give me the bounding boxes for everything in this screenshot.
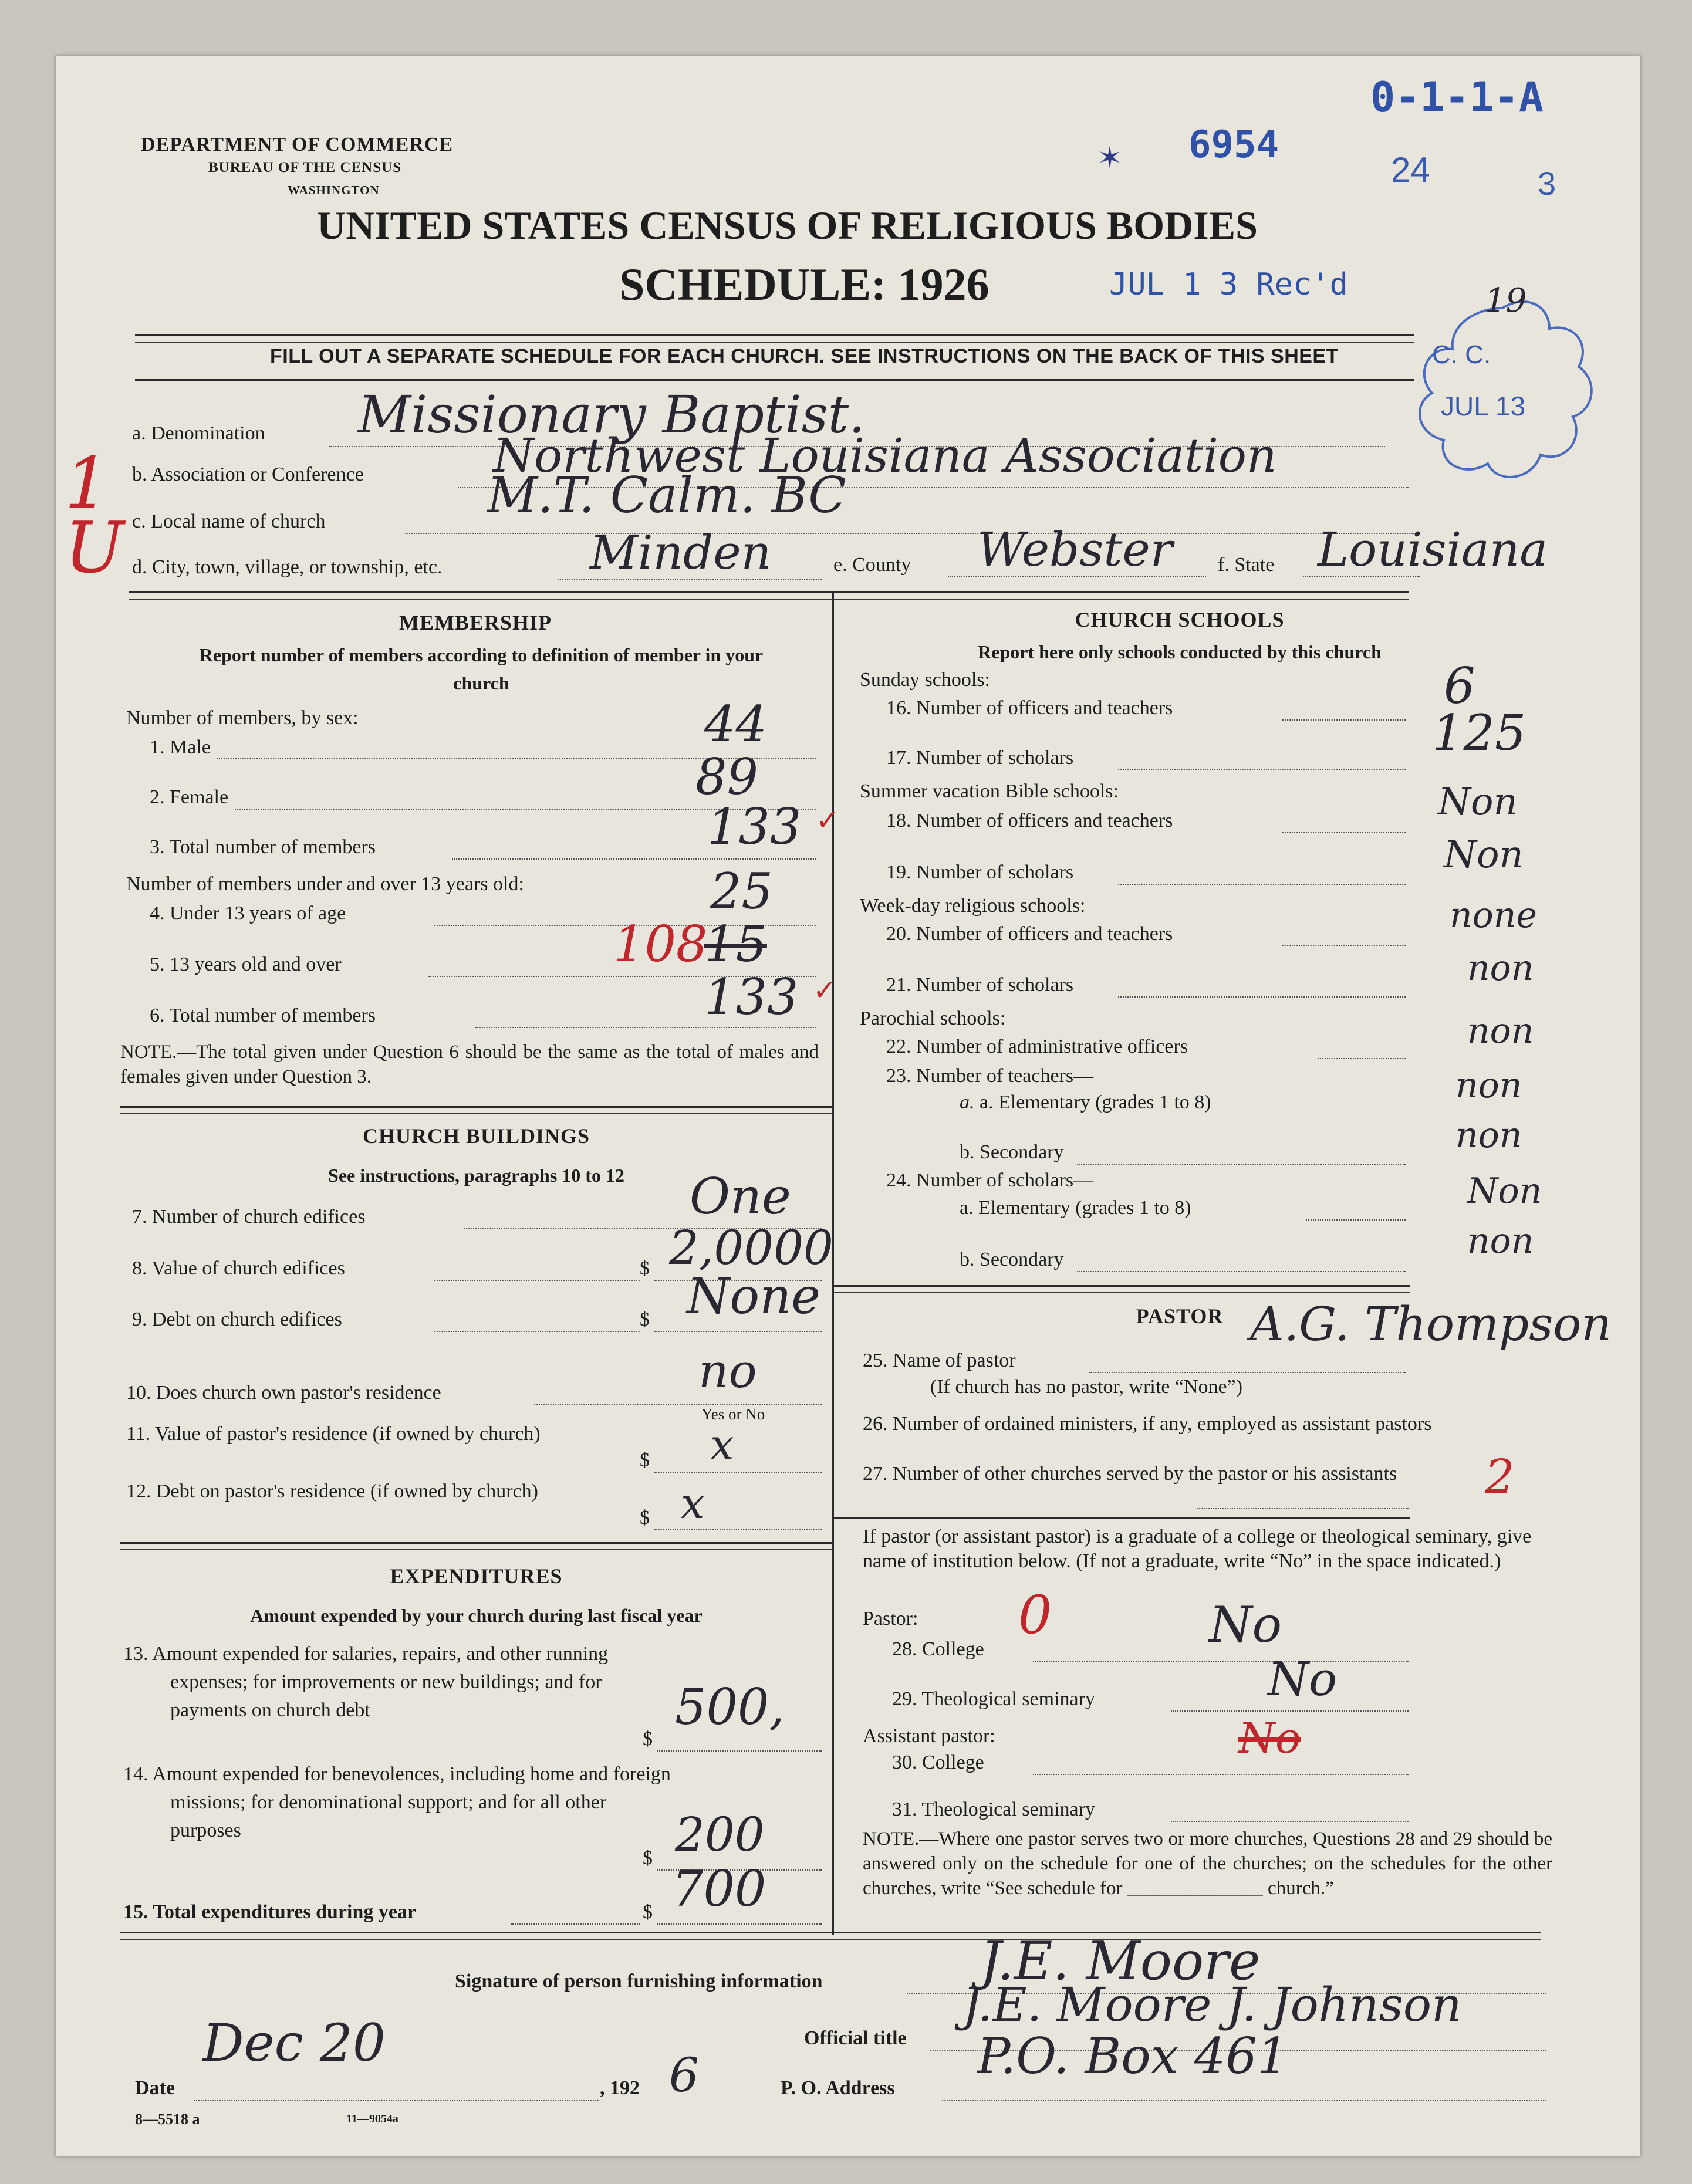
- over-13-struck-value: 15: [704, 915, 767, 973]
- q20-value[interactable]: none: [1450, 895, 1537, 936]
- file-code-stamp: 0-1-1-A: [1370, 73, 1544, 121]
- over-13-label: 5. 13 years old and over: [150, 954, 342, 975]
- membership-note: NOTE.—The total given under Question 6 should be the same as the total of males and females given under Question 3.: [120, 1042, 819, 1087]
- official-title-value[interactable]: J.E. Moore J. Johnson: [962, 1977, 1462, 2032]
- q29-value[interactable]: No: [1268, 1652, 1338, 1706]
- q10-label: 10. Does church own pastor's residence: [126, 1382, 441, 1404]
- q23a-text: a. Elementary (grades 1 to 8): [980, 1091, 1211, 1113]
- q13-label: 13. Amount expended for salaries, repairs, and other running expenses; for improvements or new buildings; and for payments on church debt: [123, 1643, 609, 1721]
- denomination-label: a. Denomination: [132, 422, 265, 444]
- association-label: b. Association or Conference: [132, 464, 364, 485]
- city-value[interactable]: Minden: [590, 525, 772, 580]
- q24-label: 24. Number of scholars—: [886, 1169, 1094, 1191]
- membership-intro: Report number of members according to definition of member in your church: [199, 644, 764, 694]
- age-intro-label: Number of members under and over 13 years old:: [126, 873, 524, 895]
- graduate-note: If pastor (or assistant pastor) is a graduate of a college or theological seminary, give name of institution below. (If not a graduate, write “No” in the space indicated.): [863, 1526, 1532, 1572]
- buildings-sub: See instructions, paragraphs 10 to 12: [328, 1165, 624, 1186]
- schools-title: CHURCH SCHOOLS: [1075, 608, 1285, 631]
- pastor-subhead: Pastor:: [863, 1608, 918, 1629]
- total6-value[interactable]: 133: [704, 968, 799, 1026]
- q31-label: 31. Theological seminary: [892, 1798, 1095, 1820]
- q24a-label: a. Elementary (grades 1 to 8): [960, 1197, 1191, 1219]
- bureau-heading: BUREAU OF THE CENSUS: [208, 160, 402, 175]
- members-by-sex-label: Number of members, by sex:: [126, 707, 359, 729]
- q20-label: 20. Number of officers and teachers: [886, 923, 1173, 945]
- print-number: 11—9054a: [346, 2112, 398, 2125]
- margin-mark: 1 U: [65, 443, 124, 589]
- total-members-label: 3. Total number of members: [150, 836, 376, 858]
- file-code-a: 24: [1391, 150, 1430, 190]
- official-title-label: Official title: [804, 2027, 907, 2049]
- total-members-value[interactable]: 133: [707, 798, 802, 856]
- q16-value[interactable]: 6: [1444, 657, 1475, 715]
- expenditures-title: EXPENDITURES: [390, 1564, 563, 1588]
- q11-label: 11. Value of pastor's residence (if owned by church): [126, 1423, 541, 1445]
- mark-icon: ✶: [1097, 141, 1122, 174]
- q23b-label: b. Secondary: [960, 1141, 1064, 1163]
- city-label: d. City, town, village, or township, etc.: [132, 556, 443, 578]
- year-value[interactable]: 6: [669, 2048, 699, 2102]
- association-value[interactable]: Northwest Louisiana Association: [493, 428, 1277, 483]
- county-value[interactable]: Webster: [977, 522, 1173, 577]
- q12-value[interactable]: x: [681, 1479, 705, 1528]
- form-subtitle: SCHEDULE: 1926: [619, 259, 989, 310]
- total6-label: 6. Total number of members: [150, 1005, 376, 1026]
- state-value[interactable]: Louisiana: [1318, 522, 1548, 577]
- check-mark-icon: ✓: [816, 805, 840, 836]
- q23-label: 23. Number of teachers—: [886, 1065, 1094, 1087]
- q8-dollar: $: [640, 1257, 650, 1279]
- file-code-b: 3: [1538, 165, 1556, 202]
- check-mark-icon: ✓: [813, 975, 837, 1006]
- q13-dollar: $: [643, 1728, 653, 1750]
- q25-label: 25. Name of pastor: [863, 1350, 1016, 1371]
- pastor-title: PASTOR: [1136, 1304, 1224, 1328]
- po-address-label: P. O. Address: [781, 2077, 895, 2099]
- q14-value[interactable]: 200: [675, 1807, 765, 1862]
- under-13-value[interactable]: 25: [710, 863, 773, 920]
- received-stamp: JUL 1 3 Rec'd: [1109, 267, 1348, 302]
- instruction-banner: FILL OUT A SEPARATE SCHEDULE FOR EACH CHURCH. SEE INSTRUCTIONS ON THE BACK OF THIS SHEET: [270, 345, 1339, 367]
- parochial-schools-label: Parochial schools:: [860, 1008, 1006, 1029]
- q23b-value[interactable]: non: [1455, 1115, 1522, 1156]
- date-value[interactable]: Dec 20: [202, 2013, 386, 2073]
- yes-no-hint: Yes or No: [701, 1405, 765, 1423]
- pastor-note: NOTE.—Where one pastor serves two or more churches, Questions 28 and 29 should be answered only on the schedule for one of the churches; on the schedules for the other churches, write “See schedule for ______________ church.”: [863, 1828, 1552, 1899]
- department-heading: DEPARTMENT OF COMMERCE: [141, 134, 454, 155]
- signature-value[interactable]: J.E. Moore: [980, 1931, 1261, 1992]
- q11-dollar: $: [640, 1449, 650, 1471]
- male-label: 1. Male: [150, 736, 211, 758]
- q10-value[interactable]: no: [698, 1344, 757, 1398]
- county-label: e. County: [833, 554, 911, 576]
- over-13-value[interactable]: 108: [613, 915, 708, 973]
- q23a-value[interactable]: non: [1455, 1065, 1522, 1106]
- q14-label: 14. Amount expended for benevolences, including home and foreign missions; for denominational support; and for all other purposes: [123, 1763, 671, 1841]
- buildings-title: CHURCH BUILDINGS: [362, 1124, 590, 1148]
- male-value[interactable]: 44: [704, 695, 767, 753]
- q17-value[interactable]: 125: [1432, 704, 1526, 762]
- handwritten-19: 19: [1485, 282, 1527, 320]
- city-heading: WASHINGTON: [288, 183, 380, 197]
- q7-value[interactable]: One: [690, 1168, 791, 1225]
- q8-value[interactable]: 2,0000: [669, 1221, 833, 1275]
- expenditures-sub: Amount expended by your church during last fiscal year: [250, 1605, 703, 1626]
- q15-dollar: $: [643, 1901, 653, 1923]
- year-prefix: , 192: [600, 2077, 640, 2099]
- q19-value[interactable]: Non: [1444, 833, 1524, 877]
- seal-bottom-text: JUL 13: [1441, 391, 1526, 421]
- q15-value[interactable]: 700: [672, 1860, 766, 1918]
- q13-value[interactable]: 500,: [675, 1678, 785, 1736]
- q17-label: 17. Number of scholars: [886, 747, 1074, 769]
- q22-value[interactable]: non: [1467, 1010, 1534, 1052]
- q14-dollar: $: [643, 1847, 653, 1869]
- q8-label: 8. Value of church edifices: [132, 1257, 345, 1279]
- q24b-value[interactable]: non: [1467, 1221, 1534, 1262]
- q24a-value[interactable]: Non: [1467, 1171, 1542, 1212]
- q30-label: 30. College: [892, 1752, 984, 1773]
- number-stamp: 6954: [1188, 123, 1279, 167]
- weekday-schools-label: Week-day religious schools:: [860, 895, 1086, 917]
- female-label: 2. Female: [150, 786, 229, 808]
- q28-label: 28. College: [892, 1638, 984, 1660]
- q22-label: 22. Number of administrative officers: [886, 1036, 1188, 1057]
- q16-label: 16. Number of officers and teachers: [886, 697, 1173, 719]
- membership-title: MEMBERSHIP: [398, 611, 552, 634]
- sunday-schools-label: Sunday schools:: [860, 669, 990, 691]
- q18-value[interactable]: Non: [1438, 780, 1518, 824]
- q28-value[interactable]: No: [1209, 1596, 1282, 1654]
- under-13-label: 4. Under 13 years of age: [150, 902, 346, 924]
- q27-label: 27. Number of other churches served by the pastor or his assistants: [863, 1463, 1397, 1485]
- q9-dollar: $: [640, 1309, 650, 1330]
- seal-top-text: C. C.: [1432, 340, 1491, 369]
- pastor-mark: 0: [1018, 1584, 1052, 1646]
- q18-label: 18. Number of officers and teachers: [886, 810, 1173, 831]
- q21-value[interactable]: non: [1467, 948, 1534, 989]
- q27-value[interactable]: 2: [1485, 1449, 1515, 1504]
- local-name-value[interactable]: M.T. Calm. BC: [487, 466, 846, 524]
- q29-label: 29. Theological seminary: [892, 1688, 1095, 1710]
- q12-dollar: $: [640, 1507, 650, 1529]
- denomination-value[interactable]: Missionary Baptist.: [358, 384, 866, 445]
- q25-value[interactable]: A.G. Thompson: [1250, 1297, 1612, 1351]
- q21-label: 21. Number of scholars: [886, 974, 1074, 996]
- signature-label: Signature of person furnishing information: [455, 1970, 823, 1992]
- schools-sub: Report here only schools conducted by this church: [978, 641, 1382, 662]
- q24b-label: b. Secondary: [960, 1249, 1064, 1270]
- female-value[interactable]: 89: [695, 748, 758, 806]
- summer-schools-label: Summer vacation Bible schools:: [860, 780, 1119, 802]
- q26-label: 26. Number of ordained ministers, if any, employed as assistant pastors: [863, 1413, 1432, 1435]
- form-number: 8—5518 a: [135, 2111, 200, 2128]
- q25-note: (If church has no pastor, write “None”): [930, 1376, 1243, 1398]
- assistant-pastor-subhead: Assistant pastor:: [863, 1725, 995, 1747]
- state-label: f. State: [1218, 554, 1275, 576]
- q7-label: 7. Number of church edifices: [132, 1206, 366, 1228]
- q12-label: 12. Debt on pastor's residence (if owned by church): [126, 1480, 538, 1502]
- form-title: UNITED STATES CENSUS OF RELIGIOUS BODIES: [317, 203, 1258, 248]
- q19-label: 19. Number of scholars: [886, 861, 1074, 883]
- date-label: Date: [135, 2077, 175, 2099]
- q11-value[interactable]: x: [710, 1420, 734, 1469]
- q15-label: 15. Total expenditures during year: [123, 1901, 417, 1923]
- q30-value[interactable]: No: [1238, 1713, 1301, 1763]
- q9-label: 9. Debt on church edifices: [132, 1309, 342, 1330]
- po-address-value[interactable]: P.O. Box 461: [977, 2027, 1289, 2085]
- q9-value[interactable]: None: [687, 1267, 820, 1325]
- q23a-label: a. a. Elementary (grades 1 to 8): [960, 1091, 1211, 1113]
- local-name-label: c. Local name of church: [132, 510, 326, 532]
